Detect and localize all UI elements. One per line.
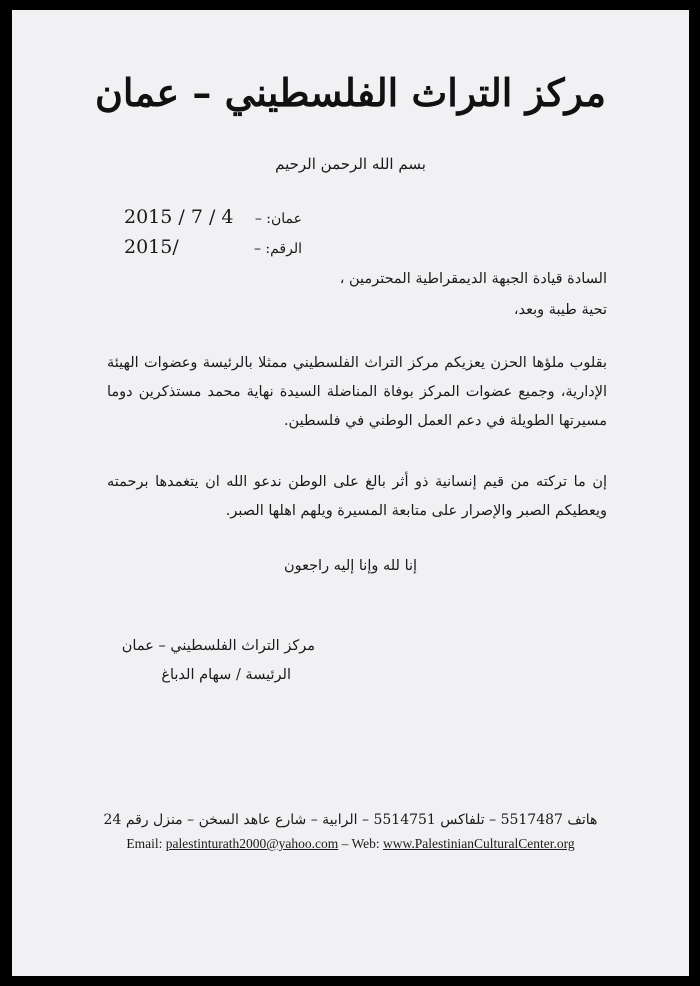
signature-name: الرئيسة / سهام الدباغ <box>161 667 291 683</box>
addressee: السادة قيادة الجبهة الديمقراطية المحترمين ، <box>339 271 607 287</box>
reference-label: الرقم: – <box>253 241 302 257</box>
basmala: بسم الله الرحمن الرحيم <box>275 155 426 173</box>
website-link[interactable]: www.PalestinianCulturalCenter.org <box>383 836 575 851</box>
email-link[interactable]: palestinturath2000@yahoo.com <box>165 836 339 851</box>
letter-page <box>12 10 689 976</box>
date-label: عمان: – <box>254 211 302 227</box>
footer-contact <box>12 836 689 852</box>
email-label: Email: <box>126 836 163 851</box>
footer-address: هاتف 5517487 – تلفاكس 5514751 – الرابية – شارع عاهد السخن – منزل رقم 24 <box>103 812 598 828</box>
closing-phrase: إنا لله وإنا إليه راجعون <box>283 558 418 574</box>
date-value: 2015 / 7 / 4 <box>124 206 234 228</box>
signature-organization: مركز التراث الفلسطيني – عمان <box>121 638 315 654</box>
greeting: تحية طيبة وبعد، <box>513 302 607 318</box>
body-paragraph-2: إن ما تركته من قيم إنسانية ذو أثر بالغ على الوطن ندعو الله ان يتغمدها برحمته ويعطيكم الصبر والإصرار على متابعة المسيرة ويلهم اهلها الصبر. <box>107 474 607 519</box>
web-label: – Web: <box>341 836 380 851</box>
reference-value: 2015/ <box>124 236 179 258</box>
body-paragraph-1: بقلوب ملؤها الحزن يعزيكم مركز التراث الفلسطيني ممثلا بالرئيسة وعضوات الهيئة الإدارية، وجميع عضوات المركز بوفاة المناضلة السيدة نهاية محمد مستذكرين دوما مسيرتها الطويلة في دعم العمل الوطني في فلسطين. <box>107 355 607 429</box>
letterhead-title: مركز التراث الفلسطيني – عمان <box>95 70 606 115</box>
